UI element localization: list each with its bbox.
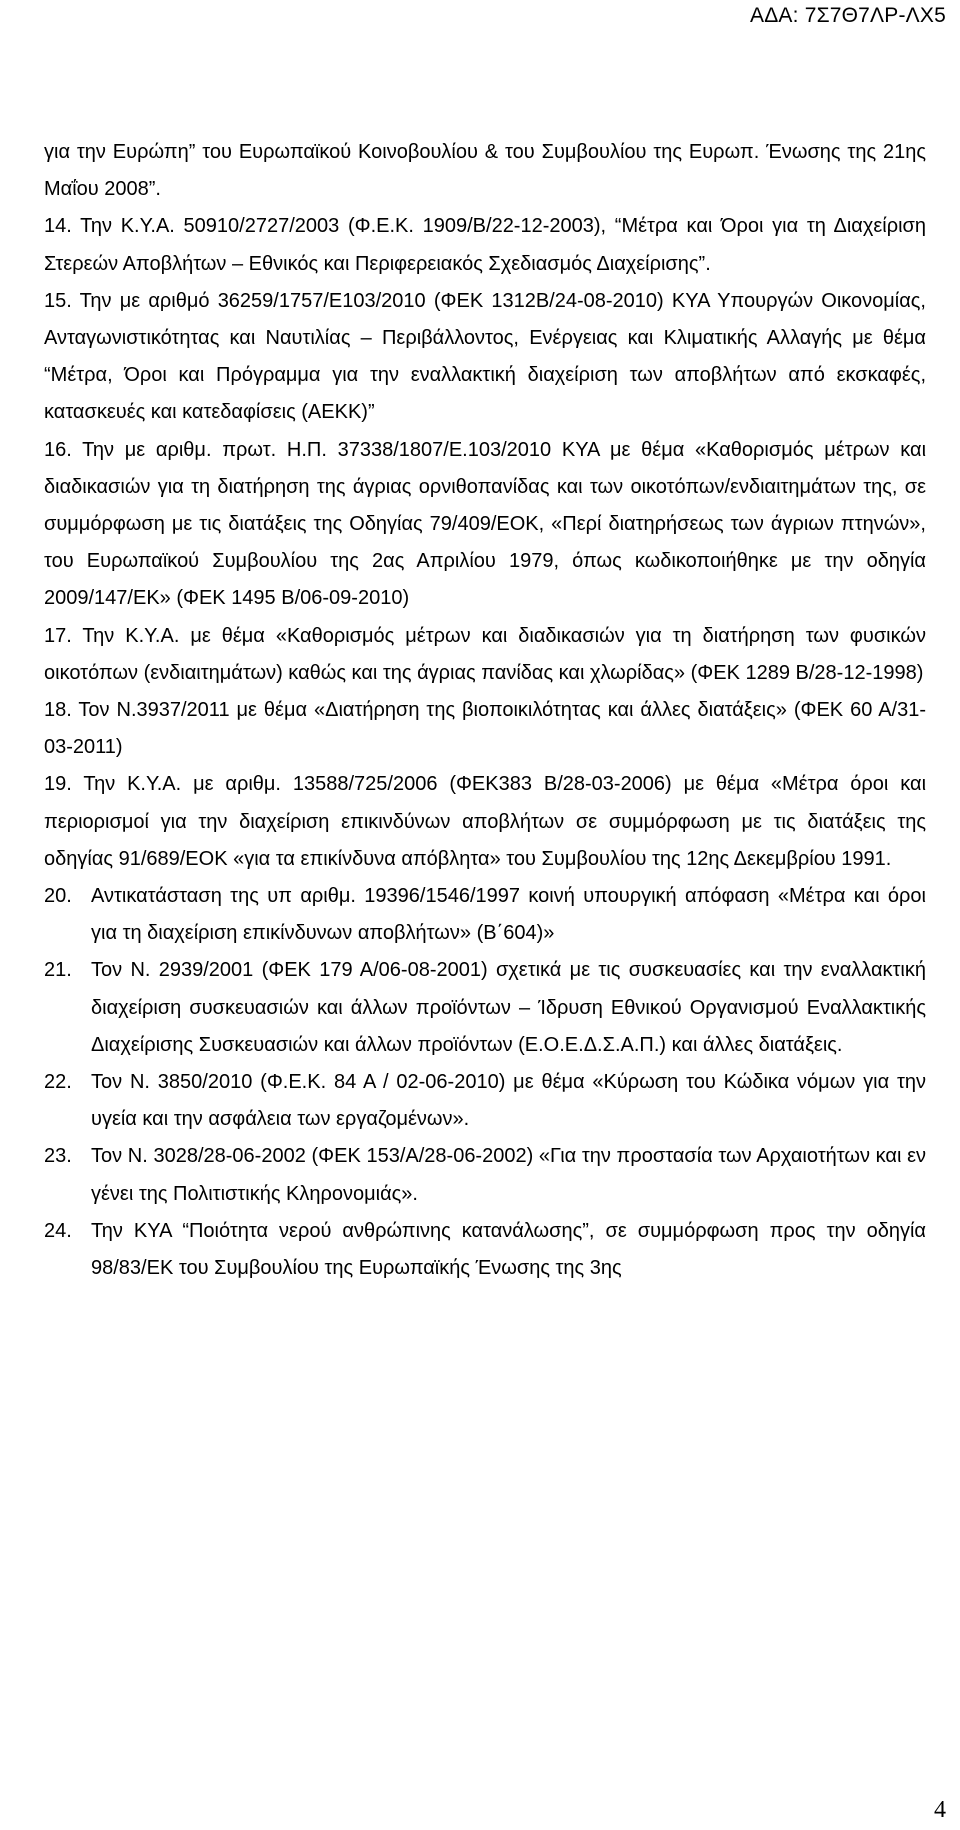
list-item-18 bbox=[44, 692, 926, 766]
list-item-19 bbox=[44, 766, 926, 878]
item-text: Τον Ν.3937/2011 με θέμα «Διατήρηση της βιοποικιλότητας και άλλες διατάξεις» (ΦΕΚ 60 Α/31-03-2011) bbox=[44, 699, 927, 759]
page-number: 4 bbox=[934, 1797, 946, 1823]
item-text: Τον Ν. 2939/2001 (ΦΕΚ 179 Α/06-08-2001) σχετικά με τις συσκευασίες και την εναλλακτική διαχείριση συσκευασιών και άλλων προϊόντων – Ίδρυση Εθνικού Οργανισμού Εναλλακτικής Διαχείρισης Συσκευασιών και άλλων προϊόντων (Ε.Ο.Ε.Δ.Σ.Α.Π.) και άλλες διατάξεις. bbox=[91, 959, 926, 1056]
item-number: 17. bbox=[44, 624, 83, 647]
list-item-15 bbox=[44, 283, 926, 432]
document-body bbox=[44, 134, 926, 1287]
item-text: Τον Ν. 3028/28-06-2002 (ΦΕΚ 153/Α/28-06-2002) «Για την προστασία των Αρχαιοτήτων και εν γένει της Πολιτιστικής Κληρονομιάς». bbox=[91, 1145, 926, 1205]
item-number: 21. bbox=[44, 959, 72, 982]
ada-code-header: ΑΔΑ: 7Σ7Θ7ΛΡ-ΛΧ5 bbox=[749, 4, 946, 27]
item-number: 16. bbox=[44, 438, 83, 461]
list-item-24 bbox=[44, 1213, 926, 1287]
item-number: 22. bbox=[44, 1071, 72, 1094]
list-item-16 bbox=[44, 432, 926, 618]
item-text: Αντικατάσταση της υπ αριθμ. 19396/1546/1997 κοινή υπουργική απόφαση «Μέτρα και όροι για τη διαχείριση επικίνδυνων αποβλήτων» (Β΄604)» bbox=[91, 885, 926, 945]
item-text: Την Κ.Υ.Α. με θέμα «Καθορισμός μέτρων και διαδικασιών για τη διατήρηση των φυσικών οικοτόπων (ενδιαιτημάτων) καθώς και της άγριας πανίδας και χλωρίδας» (ΦΕΚ 1289 Β/28-12-1998) bbox=[44, 624, 926, 684]
list-item-23 bbox=[44, 1138, 926, 1212]
item-number: 15. bbox=[44, 289, 80, 312]
item-text: Την ΚΥΑ “Ποιότητα νερού ανθρώπινης κατανάλωσης”, σε συμμόρφωση προς την οδηγία 98/83/ΕΚ του Συμβουλίου της Ευρωπαϊκής Ένωσης της 3ης bbox=[91, 1219, 926, 1280]
item-number: 23. bbox=[44, 1145, 72, 1168]
item-text: Την με αριθμό 36259/1757/Ε103/2010 (ΦΕΚ 1312Β/24-08-2010) ΚΥΑ Υπουργών Οικονομίας, Ανταγωνιστικότητας και Ναυτιλίας – Περιβάλλοντος, Ενέργειας και Κλιματικής Αλλαγής με θέμα “Μέτρα, Όροι και Πρόγραμμα για την εναλλακτική διαχείριση των αποβλήτων από εκσκαφές, κατασκευές και κατεδαφίσεις (ΑΕΚΚ)” bbox=[44, 289, 926, 424]
item-number: 20. bbox=[44, 885, 72, 908]
item-text: Την Κ.Υ.Α. 50910/2727/2003 (Φ.Ε.Κ. 1909/Β/22-12-2003), “Μέτρα και Όροι για τη Διαχείριση Στερεών Αποβλήτων – Εθνικός και Περιφερειακός Σχεδιασμός Διαχείρισης”. bbox=[44, 215, 926, 275]
item-number: 18. bbox=[44, 699, 79, 722]
list-item-17 bbox=[44, 618, 926, 692]
item-number: 24. bbox=[44, 1219, 72, 1242]
item-number: 19. bbox=[44, 773, 84, 796]
list-item-21 bbox=[44, 952, 926, 1064]
item-number: 14. bbox=[44, 215, 81, 238]
item-text: Τον Ν. 3850/2010 (Φ.Ε.Κ. 84 Α / 02-06-2010) με θέμα «Κύρωση του Κώδικα νόμων για την υγεία και την ασφάλεια των εργαζομένων». bbox=[91, 1071, 926, 1131]
item-text: Την Κ.Υ.Α. με αριθμ. 13588/725/2006 (ΦΕΚ383 Β/28-03-2006) με θέμα «Μέτρα όροι και περιορισμοί για την διαχείριση επικινδύνων αποβλήτων σε συμμόρφωση με τις διατάξεις της οδηγίας 91/689/ΕΟΚ «για τα επικίνδυνα απόβλητα» του Συμβουλίου της 12ης Δεκεμβρίου 1991. bbox=[44, 773, 927, 870]
item-text: Την με αριθμ. πρωτ. Η.Π. 37338/1807/Ε.103/2010 ΚΥΑ με θέμα «Καθορισμός μέτρων και διαδικασιών για τη διατήρηση της άγριας ορνιθοπανίδας και των οικοτόπων/ενδιαιτημάτων της, σε συμμόρφωση με τις διατάξεις της Οδηγίας 79/409/ΕΟΚ, «Περί διατηρήσεως των άγριων πτηνών», του Ευρωπαϊκού Συμβουλίου της 2ας Απριλίου 1979, όπως κωδικοποιήθηκε με την οδηγία 2009/147/ΕΚ» (ΦΕΚ 1495 Β/06-09-2010) bbox=[44, 438, 927, 610]
intro-paragraph: για την Ευρώπη” του Ευρωπαϊκού Κοινοβουλίου & του Συμβουλίου της Ευρωπ. Ένωσης της 21ης Μαΐου 2008”. bbox=[44, 141, 926, 201]
list-item-14 bbox=[44, 208, 926, 282]
list-item-20 bbox=[44, 878, 926, 952]
list-item-22 bbox=[44, 1064, 926, 1138]
